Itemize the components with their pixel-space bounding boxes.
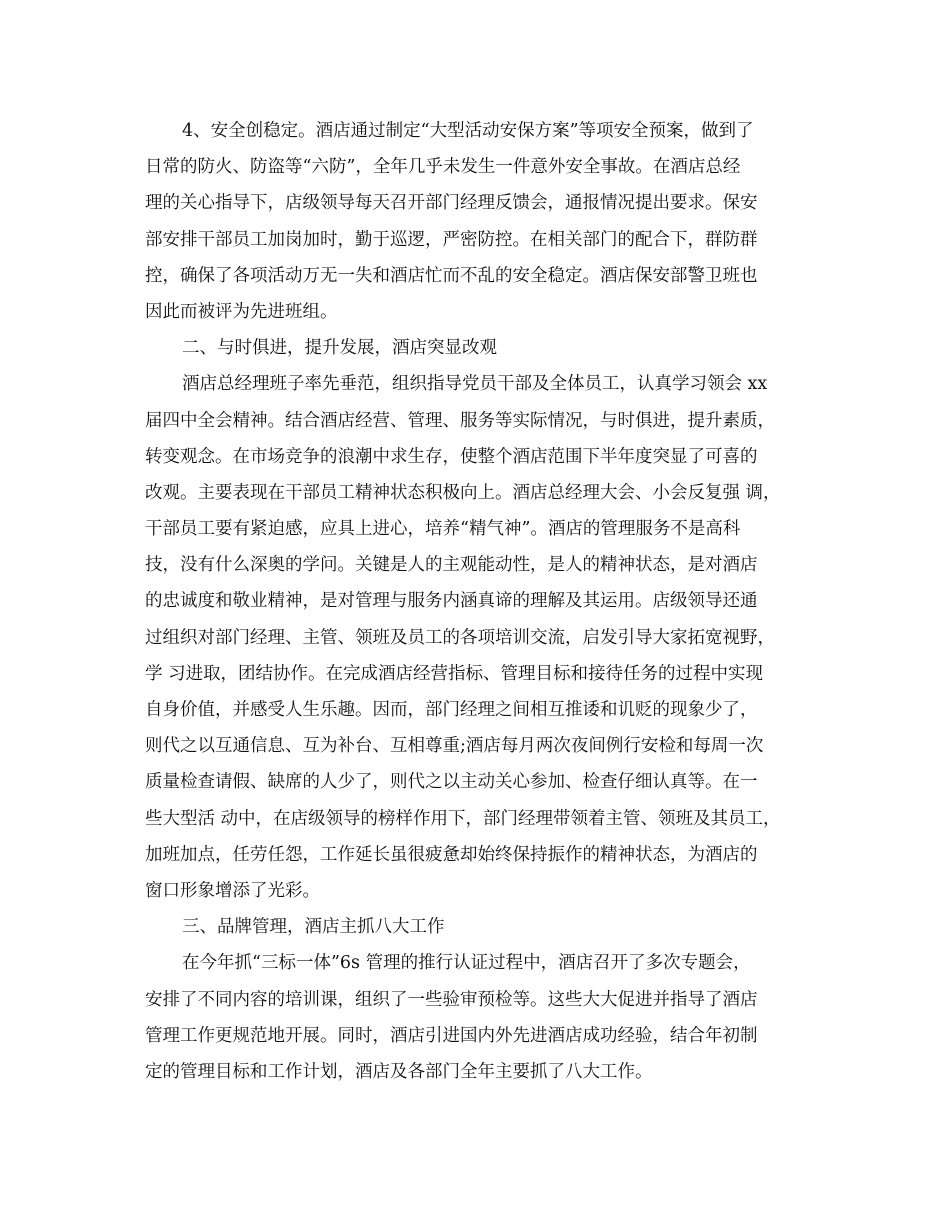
text-line: 控，确保了各项活动万无一失和酒店忙而不乱的安全稳定。酒店保安部警卫班也 bbox=[145, 265, 758, 286]
text-line: 学 习进取，团结协作。在完成酒店经营指标、管理目标和接待任务的过程中实现 bbox=[145, 663, 764, 684]
text-line: 些大型活 动中，在店级领导的榜样作用下，部门经理带领着主管、领班及其员工， bbox=[145, 808, 781, 829]
text-line: 过组织对部门经理、主管、领班及员工的各项培训交流，启发引导大家拓宽视野， bbox=[145, 627, 775, 648]
text-line: 的忠诚度和敬业精神，是对管理与服务内涵真谛的理解及其运用。店级领导还通 bbox=[145, 591, 758, 612]
text-line: 安排了不同内容的培训课，组织了一些验审预检等。这些大大促进并指导了酒店 bbox=[145, 989, 758, 1010]
document-body bbox=[145, 113, 817, 1090]
text-line: 质量检查请假、缺席的人少了，则代之以主动关心参加、检查仔细认真等。在一 bbox=[145, 772, 758, 793]
text-line: 部安排干部员工加岗加时，勤于巡逻，严密防控。在相关部门的配合下，群防群 bbox=[145, 229, 758, 250]
text-line: 4、安全创稳定。酒店通过制定“大型活动安保方案”等项安全预案，做到了 bbox=[182, 121, 754, 141]
text-line: 改观。主要表现在干部员工精神状态积极向上。酒店总经理大会、小会反复强 调， bbox=[145, 482, 781, 503]
section-heading: 二、与时俱进，提升发展，酒店突显改观 bbox=[182, 338, 497, 359]
text-line: 自身价值，并感受人生乐趣。因而，部门经理之间相互推诿和讥贬的现象少了， bbox=[145, 700, 758, 720]
text-line: 技，没有什么深奥的学问。关键是人的主观能动性，是人的精神状态，是对酒店 bbox=[145, 555, 758, 576]
section-heading: 三、品牌管理，酒店主抓八大工作 bbox=[182, 917, 445, 938]
text-line: 加班加点，任劳任怨，工作延长虽很疲惫却始终保持振作的精神状态，为酒店的 bbox=[145, 844, 758, 865]
text-line: 酒店总经理班子率先垂范，组织指导党员干部及全体员工，认真学习领会 xx bbox=[182, 374, 768, 395]
text-line: 管理工作更规范地开展。同时，酒店引进国内外先进酒店成功经验，结合年初制 bbox=[145, 1025, 758, 1046]
text-line: 日常的防火、防盗等“六防”，全年几乎未发生一件意外安全事故。在酒店总经 bbox=[145, 157, 741, 178]
text-line: 在今年抓“三标一体”6s 管理的推行认证过程中，酒店召开了多次专题会， bbox=[182, 953, 751, 974]
text-line: 因此而被评为先进班组。 bbox=[145, 301, 338, 322]
text-line: 则代之以互通信息、互为补台、互相尊重;酒店每月两次夜间例行安检和每周一次 bbox=[145, 736, 764, 757]
text-line: 干部员工要有紧迫感，应具上进心，培养“精气神”。酒店的管理服务不是高科 bbox=[145, 519, 741, 540]
text-line: 定的管理目标和工作计划，酒店及各部门全年主要抓了八大工作。 bbox=[145, 1061, 653, 1082]
text-line: 理的关心指导下，店级领导每天召开部门经理反馈会，通报情况提出要求。保安 bbox=[145, 193, 758, 214]
text-line: 届四中全会精神。结合酒店经营、管理、服务等实际情况，与时俱进，提升素质， bbox=[145, 410, 775, 431]
text-line: 转变观念。在市场竞争的浪潮中求生存，使整个酒店范围下半年度突显了可喜的 bbox=[145, 446, 758, 467]
text-line: 窗口形象增添了光彩。 bbox=[145, 880, 320, 901]
